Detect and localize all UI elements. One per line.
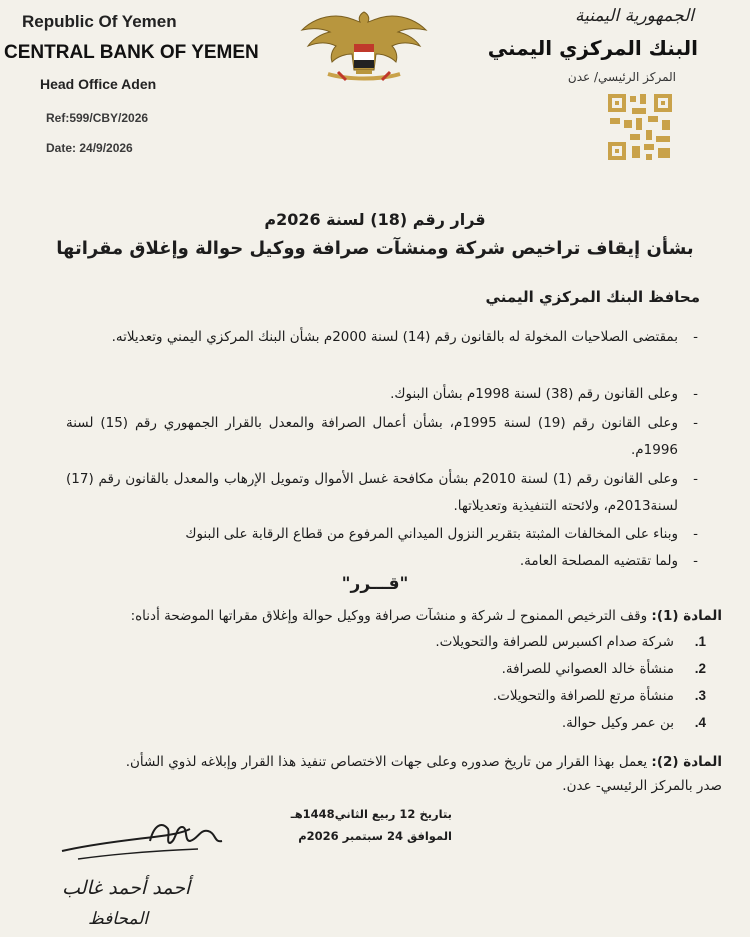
list-item bbox=[435, 634, 706, 650]
preamble-text: وعلى القانون رقم (38) لسنة 1998م بشأن البنوك. bbox=[390, 386, 678, 402]
header-office-en: Head Office Aden bbox=[40, 76, 157, 92]
list-item-number: 4. bbox=[694, 715, 706, 730]
governor-title: المحافظ bbox=[88, 909, 149, 929]
list-item bbox=[492, 688, 706, 704]
yemen-eagle-emblem-icon bbox=[298, 4, 430, 84]
decision-word: "قـــرر" bbox=[341, 574, 409, 594]
preamble-item bbox=[66, 466, 698, 520]
article-2-text: يعمل بهذا القرار من تاريخ صدوره وعلى جهات الاختصاص تنفيذ هذا القرار وإبلاغه لذوي الشأن. bbox=[125, 754, 648, 770]
gregorian-date: الموافق 24 سبتمبر 2026م bbox=[298, 829, 452, 843]
header-bank-name-en: CENTRAL BANK OF YEMEN bbox=[4, 42, 259, 63]
preamble-item bbox=[66, 521, 698, 548]
header-republic-ar: الجمهورية اليمنية bbox=[574, 6, 694, 26]
qr-code-icon bbox=[606, 92, 674, 162]
issued-at: صدر بالمركز الرئيسي- عدن. bbox=[562, 778, 722, 794]
article-2 bbox=[22, 750, 722, 774]
preamble-item bbox=[66, 381, 698, 408]
bullet-dash: - bbox=[693, 386, 698, 402]
preamble-item bbox=[66, 410, 698, 464]
header-republic-en: Republic Of Yemen bbox=[22, 12, 177, 31]
preamble-item bbox=[66, 324, 698, 351]
header-bank-name-ar: البنك المركزي اليمني bbox=[487, 36, 698, 60]
governor-heading: محافظ البنك المركزي اليمني bbox=[485, 288, 700, 306]
preamble-text: ولما تقتضيه المصلحة العامة. bbox=[519, 553, 678, 569]
bullet-dash: - bbox=[693, 329, 698, 345]
governor-name: أحمد أحمد غالب bbox=[62, 877, 191, 899]
bullet-dash: - bbox=[693, 415, 698, 431]
list-item-text: بن عمر وكيل حوالة. bbox=[561, 715, 674, 731]
handwritten-signature-icon bbox=[58, 815, 228, 865]
preamble-text: بمقتضى الصلاحيات المخولة له بالقانون رقم (14) لسنة 2000م بشأن البنك المركزي اليمني وتعديلاته. bbox=[111, 329, 678, 345]
list-item-number: 3. bbox=[694, 688, 706, 703]
header-office-ar: المركز الرئيسي/ عدن bbox=[567, 70, 676, 84]
article-1-label: المادة (1): bbox=[651, 608, 722, 624]
list-item-text: شركة صدام اكسبرس للصرافة والتحويلات. bbox=[435, 634, 674, 650]
article-1-text: وقف الترخيص الممنوح لـ شركة و منشآت صرافة ووكيل حوالة وإغلاق مقراتها الموضحة أدناه: bbox=[130, 608, 648, 624]
preamble-text: وعلى القانون رقم (19) لسنة 1995م، بشأن أعمال الصرافة والمعدل بالقرار الجمهوري رقم (15) لسنة 1996م. bbox=[66, 415, 678, 458]
preamble-text: وعلى القانون رقم (1) لسنة 2010م بشأن مكافحة غسل الأموال وتمويل الإرهاب والمعدل بالقانون رقم (17) لسنة2013م، ولائحته التنفيذية وتعديلاتها. bbox=[66, 471, 678, 514]
decision-title: قرار رقم (18) لسنة 2026م bbox=[264, 210, 486, 229]
preamble-item bbox=[66, 548, 698, 575]
list-item-number: 1. bbox=[694, 634, 706, 649]
decision-subject: بشأن إيقاف تراخيص شركة ومنشآت صرافة ووكيل حوالة وإغلاق مقراتها bbox=[56, 238, 694, 259]
hijri-date: بتاريخ 12 ربيع الثاني1448هـ bbox=[290, 807, 452, 821]
preamble-text: وبناء على المخالفات المثبتة بتقرير النزول الميداني المرفوع من قطاع الرقابة على البنوك bbox=[185, 526, 678, 542]
article-2-label: المادة (2): bbox=[651, 754, 722, 770]
document-date: Date: 24/9/2026 bbox=[46, 141, 133, 155]
bullet-dash: - bbox=[693, 526, 698, 542]
list-item-text: منشأة مرتع للصرافة والتحويلات. bbox=[492, 688, 674, 704]
article-1 bbox=[22, 604, 722, 628]
list-item bbox=[501, 661, 706, 677]
reference-number: Ref:599/CBY/2026 bbox=[46, 111, 149, 125]
list-item-number: 2. bbox=[694, 661, 706, 676]
list-item bbox=[561, 715, 706, 731]
list-item-text: منشأة خالد العصواني للصرافة. bbox=[501, 661, 674, 677]
bullet-dash: - bbox=[693, 471, 698, 487]
bullet-dash: - bbox=[693, 553, 698, 569]
